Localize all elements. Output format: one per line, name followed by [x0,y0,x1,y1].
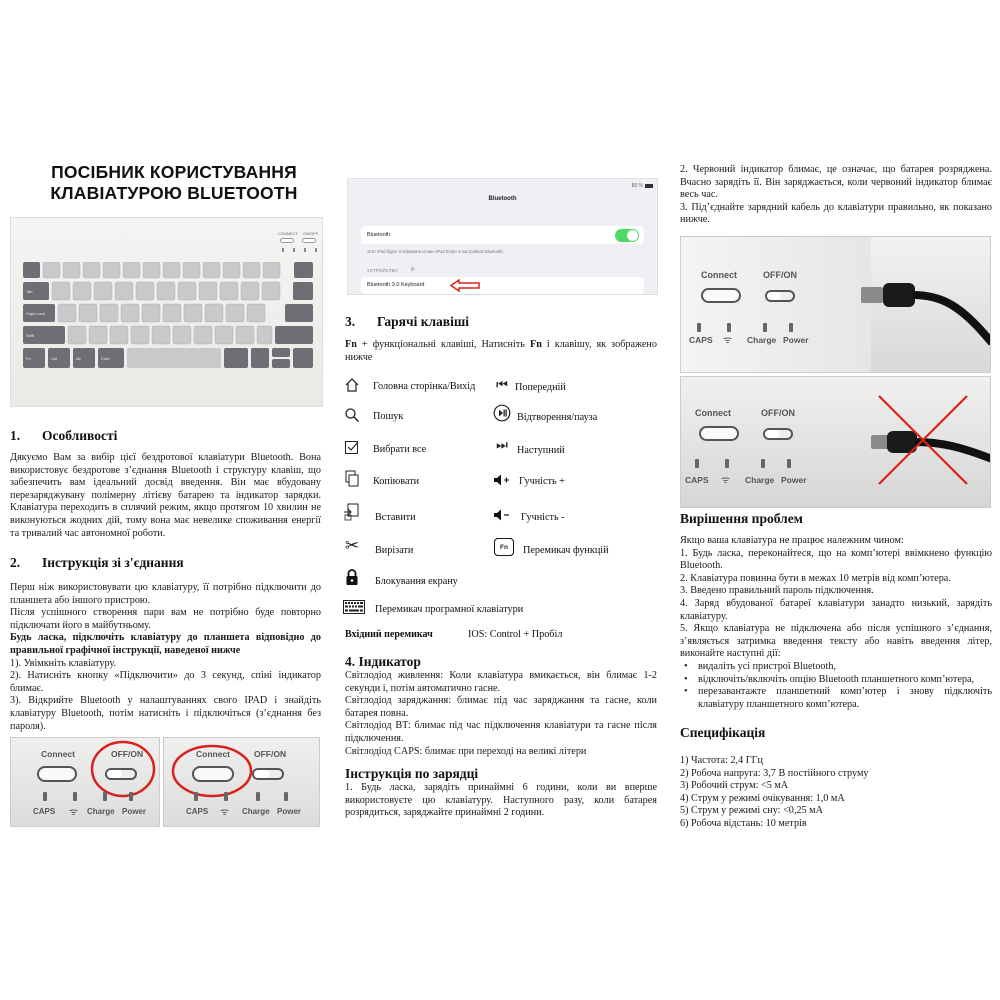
key-label-shift: Shift [26,333,35,338]
copy-icon [343,470,361,488]
title-line-2: КЛАВІАТУРОЮ BLUETOOTH [50,183,298,203]
label-caps: CAPS [685,475,709,485]
led-charge [763,323,767,332]
connect-photo-connect [163,737,320,827]
label-offon: OFF/ON [763,270,797,280]
section1-text: Дякуємо Вам за вибір цієї бездротової клавіатури Bluetooth. Вона використовує бездротове з’єднання Bluetooth і структуру клавіш, що забезпечить вам ідеальний досвід введення. Він має вбудовану перезаряджувану полімерну літієву батарею та індикатор зарядки. Клавіатура переходить в сплячий режим, якщо протягом 10 хвилин не виконуються жодних дій, тому вона має невелике споживання енергії та тривалий час автономної роботи. [10,452,321,539]
section3-heading [345,314,469,330]
led-power [787,459,791,468]
led-bt [224,792,228,801]
key-label-capslock: Caps Lock [26,311,45,316]
hotkey-label-volume-down: Гучність - [521,512,565,523]
hotkey-label-play-pause: Відтворення/пауза [517,412,598,423]
section2-p3: Будь ласка, підключіть клавіатуру до планшета відповідно до правильної графічної інструкції, наведеної нижче [10,632,321,656]
specs-list [680,755,992,831]
section1-title: Особливості [42,428,118,443]
hotkey-label-volume-up: Гучність + [519,476,565,487]
charging-step-3: 3. Під’єднайте зарядний кабель до клавіатури правильно, як показано нижче. [680,201,992,226]
hotkey-label-fn: Перемикач функцій [523,545,609,556]
led-power [789,323,793,332]
troubleshoot-item-5: 5. Якщо клавіатура не підключена або після успішного з’єднання, з’являється затримка введення тексту або навіть введення літер, виконайте наступні дії: [680,623,992,660]
section2-step-2: 2). Натисніть кнопку «Підключити» до 3 секунд, спіні індикатор блимає. [10,670,321,694]
led-charge [256,792,260,801]
keyboard-keys [23,262,313,390]
led-bt [73,792,77,801]
red-circle-highlight [89,738,157,800]
ipad-bluetooth-row [361,226,644,244]
key-label-cmd: Cmd [101,356,110,361]
led-power [284,792,288,801]
hotkey-label-search: Пошук [373,411,404,422]
bluetooth-wave-icon: ᯤ [723,335,733,346]
paste-icon [343,503,361,521]
keyboard-photo [10,217,323,407]
key-label-fn: Fn [26,356,31,361]
section2-p1: Перш ніж використовувати цю клавіатуру, її потрібно підключити до планшета або іншого пристрою. [10,582,321,606]
connect-button-image [699,426,739,441]
key-label-ctrl: Ctrl [51,356,58,361]
led-caps [695,459,699,468]
power-switch-image [765,290,795,302]
label-power: Power [277,807,302,816]
fn-key-icon [493,537,515,557]
hotkey-label-paste: Вставити [375,512,416,523]
key-label-alt: Alt [76,356,81,361]
connect-button-image [37,766,77,782]
keyboard-leds [280,248,320,256]
select-all-icon [343,438,361,456]
spec-sleep: 5) Струм у режимі сну: <0,25 мА [680,805,823,817]
spec-frequency: 1) Частота: 2,4 ГГц [680,755,763,766]
led-bt [725,459,729,468]
indicator-caps: Світлодіод CAPS: блимає при переході на великі літери [345,745,587,757]
charging-text: 1. Будь ласка, зарядіть принаймні 6 години, коли ви вперше використовуєте цю клавіатуру. Наступного разу, коли батарея розрядиться, заряджайте принаймні 2 години. [345,782,657,819]
hotkey-label-cut: Вирізати [375,545,414,556]
hotkey-label-previous: Попередній [515,382,566,393]
label-charge: Charge [87,807,115,816]
led-charge [761,459,765,468]
fn-key-label: Fn [494,538,514,556]
volume-up-icon [493,471,511,489]
spec-current: 3) Робочий струм: <5 мА [680,780,789,792]
ipad-devices-header: УСТРОЙСТВА [367,268,398,273]
troubleshoot-item-3: 3. Введено правильний пароль підключення. [680,585,874,597]
previous-icon: ⏮ [496,377,508,393]
spec-standby: 4) Струм у режимі очікування: 1,0 мА [680,792,845,804]
label-caps: CAPS [689,335,713,345]
search-icon [343,406,361,424]
led-bt [727,323,731,332]
ipad-status-bar: 89 % [631,183,643,189]
intro-fn-2: Fn [529,339,542,350]
troubleshoot-heading: Вирішення проблем [680,511,803,526]
troubleshoot-item-2: 2. Клавіатура повинна бути в межах 10 метрів від комп’ютера. [680,572,951,584]
label-offon: OFF/ON [111,749,144,759]
charging-continued [680,164,992,227]
connect-photo-power [10,737,160,827]
bluetooth-wave-icon: ᯤ [721,475,731,486]
troubleshoot-item-1: 1. Будь ласка, переконайтеся, що на комп’ютері ввімкнено функцію Bluetooth. [680,547,992,572]
troubleshoot-bullet-3: • перезавантажте планшетний комп’ютер і знову підключіть клавіатуру планшетного комп’ютера. [680,686,992,711]
title-line-1: ПОСІБНИК КОРИСТУВАННЯ [51,162,297,182]
intro-fn-1: Fn [345,339,357,350]
hotkey-label-next: Наступний [517,445,565,456]
usb-cable-plugged [861,265,991,355]
power-switch-image [763,428,793,440]
ipad-title: Bluetooth [488,196,517,202]
spinner-icon: ✲ [410,266,416,273]
red-arrow-icon [449,278,481,293]
intro-part-a: + функціональні клавіші, Натисніть [356,339,530,350]
led-power [129,792,133,801]
label-charge: Charge [745,475,775,485]
led-caps [194,792,198,801]
section2-step-1: 1). Увімкніть клавіатуру. [10,657,117,669]
label-power: Power [781,475,807,485]
troubleshoot-bullet-2: • відключіть/включіть опцію Bluetooth планшетного комп’ютера, [680,674,992,687]
scissors-icon: ✂ [344,536,360,556]
label-caps: CAPS [33,807,56,816]
bluetooth-wave-icon: ᯤ [69,807,79,818]
battery-icon [645,184,653,188]
section2-heading [10,555,184,571]
troubleshoot-body [680,535,992,711]
label-connect: Connect [695,408,731,418]
ipad-bluetooth-screenshot [347,178,658,295]
label-charge: Charge [747,335,777,345]
volume-down-icon [493,506,511,524]
section2-number: 2. [10,555,21,570]
label-connect: Connect [41,749,75,759]
label-connect: Connect [196,749,230,759]
lang-switch-label: Вхідний перемикач [345,629,433,640]
led-charge [103,792,107,801]
label-offon: OFF/ON [254,749,287,759]
keyboard-icon [343,598,365,616]
lang-switch-value: IOS: Control + Пробіл [468,629,563,640]
keyboard-top-label-connect: CONNECT [278,231,298,236]
section2-body [10,582,321,733]
charging-photo-wrong [680,376,991,508]
troubleshoot-bullets [680,661,992,711]
keyboard-top-label-onoff: ON/OFF [303,231,319,236]
red-circle-highlight [170,742,254,800]
charging-heading: Інструкція по зарядці [345,766,479,781]
troubleshoot-intro: Якщо ваша клавіатура не працює належним чином: [680,535,904,546]
ipad-device-name: Bluetooth 3.0 Keyboard [367,282,425,288]
bluetooth-toggle[interactable] [615,229,639,242]
connect-button-image [701,288,741,303]
charging-photo-correct [680,236,991,373]
lock-icon [343,568,361,586]
section3-title: Гарячі клавіші [377,314,469,329]
indicator-charge: Світлодіод заряджання: блимає під час заряджання та гасне, коли батарея повна. [345,695,657,719]
section3-intro [345,339,657,364]
indicator-power: Світлодіод живлення: Коли клавіатура вмикається, він блимає 1-2 секунди і, потім автоматично гасне. [345,670,657,694]
section4-body [345,670,657,758]
ipad-row-label: Bluetooth [367,232,391,238]
label-caps: CAPS [186,807,209,816]
section1-heading [10,428,117,444]
ipad-hint: Этот iPad будет отображаться как «iPad Егор» в настройках Bluetooth. [367,249,504,254]
section3-number: 3. [345,314,356,329]
ipad-device-row[interactable] [361,277,644,294]
play-pause-icon [493,404,511,422]
label-power: Power [783,335,809,345]
label-connect: Connect [701,270,737,280]
label-offon: OFF/ON [761,408,795,418]
section2-p2: Після успішного створення пари вам не потрібно буде повторно підключати його в майбутньому. [10,607,321,631]
hotkey-label-copy: Копіювати [373,476,420,487]
section4-heading: 4. Індикатор [345,654,421,669]
section2-step-3: 3). Відкрийте Bluetooth у налаштуваннях свого IPAD і знайдіть клавіатуру Bluetooth, потім натисніть і підключіться (з’єднання без пароля). [10,695,321,732]
troubleshoot-bullet-1: • видаліть усі пристрої Bluetooth, [680,661,992,674]
spec-voltage: 2) Робоча напруга: 3,7 В постійного струму [680,767,869,779]
spec-distance: 6) Робоча відстань: 10 метрів [680,817,807,829]
hotkey-label-keyboard: Перемикач програмної клавіатури [375,604,524,615]
key-label-tab: Tab [26,289,33,294]
hotkey-label-select-all: Вибрати все [373,444,427,455]
troubleshoot-item-4: 4. Заряд вбудованої батареї клавіатури занадто низький, зарядіть клавіатуру. [680,597,992,622]
led-caps [697,323,701,332]
specs-heading: Специфікація [680,725,766,740]
hotkey-label-home: Головна сторінка/Вихід [373,381,476,392]
power-switch-image [252,768,284,780]
hotkey-label-lock: Блокування екрану [375,576,458,587]
next-icon: ⏭ [496,437,508,453]
label-power: Power [122,807,147,816]
bluetooth-wave-icon: ᯤ [220,807,230,818]
section2-title: Інструкція зі з'єднання [42,555,184,570]
page-title [14,162,334,204]
led-caps [43,792,47,801]
section1-number: 1. [10,428,21,443]
red-cross-icon [875,392,971,488]
intro-part-b: і клавішу, як зображено нижче [345,339,657,363]
indicator-bt: Світлодіод BT: блимає під час підключення клавіатури та гасне після підключення. [345,720,657,744]
label-charge: Charge [242,807,270,816]
home-icon [343,376,361,394]
keyboard-top-switches [280,238,316,244]
charging-step-2: 2. Червоний індикатор блимає, це означає, що батарея розряджена. Вчасно зарядіть її. Він заряджається, коли червоний індикатор блимає весь час. [680,164,992,201]
